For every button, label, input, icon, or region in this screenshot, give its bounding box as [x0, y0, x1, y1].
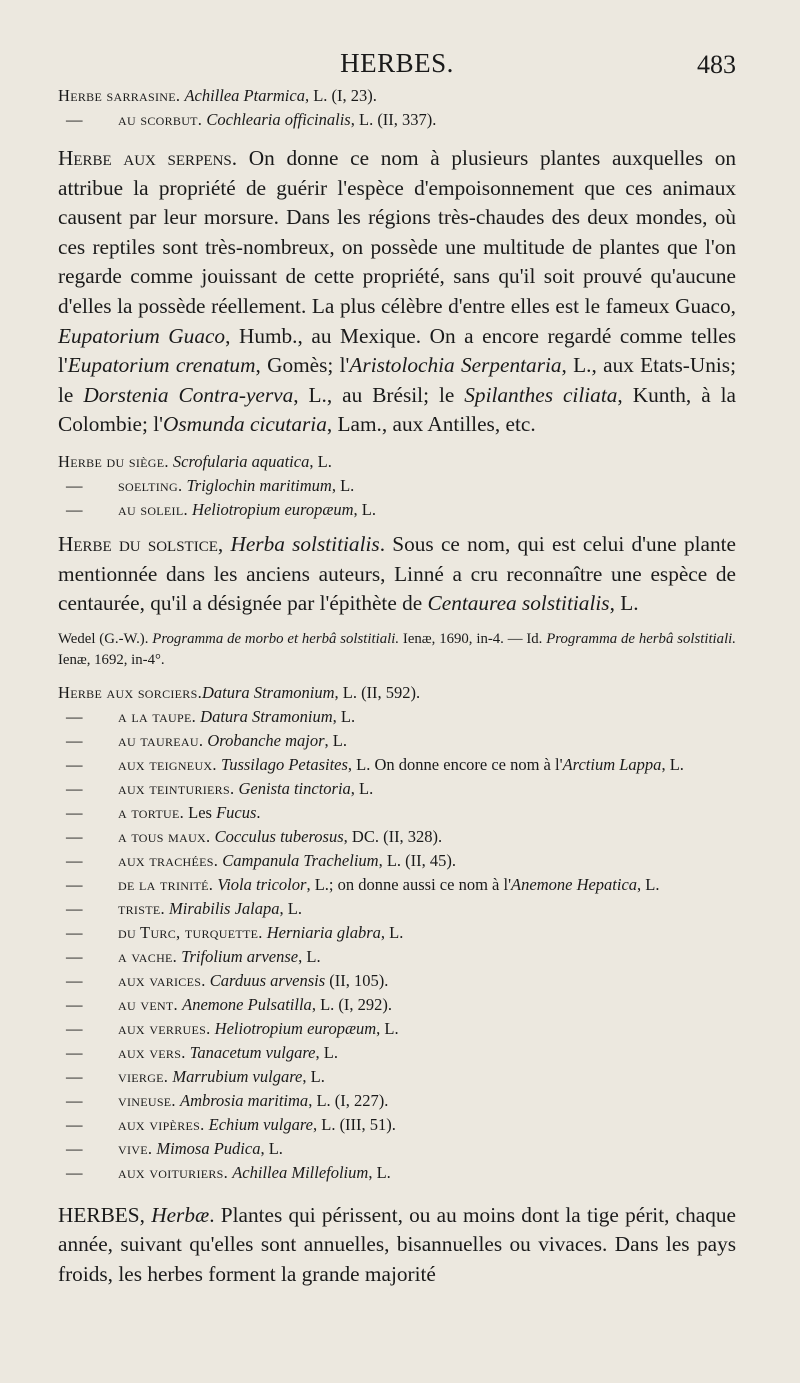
- entry-dash: —: [66, 826, 83, 846]
- entry-ref: , L. (II, 337).: [350, 110, 437, 129]
- species-name: Spilanthes ciliata: [464, 382, 618, 407]
- entry-dash: —: [66, 850, 83, 870]
- entry-line: [58, 1065, 736, 1089]
- entry-term: au vent.: [118, 994, 178, 1014]
- entry-line: [58, 705, 736, 729]
- paragraph-herbe-aux-serpens: [58, 144, 736, 440]
- entry-line: [58, 1089, 736, 1113]
- entry-ref: , L.: [353, 499, 376, 519]
- entry-dash: —: [66, 898, 83, 918]
- entry-species: Mimosa Pudica: [156, 1138, 261, 1158]
- entry-term: aux voituriers.: [118, 1162, 229, 1182]
- entry-line: [58, 849, 736, 873]
- entry-dash: —: [66, 1138, 83, 1158]
- species-name: Dorstenia Contra-yerva: [83, 382, 294, 407]
- entry-term: soelting.: [118, 475, 183, 495]
- entry-dash: —: [66, 730, 83, 750]
- entry-line: [58, 729, 736, 753]
- entry-species: Scrofularia aquatica: [172, 451, 310, 471]
- entry-ref: , L.; on donne aussi ce nom à l': [306, 874, 512, 894]
- entry-species: Datura Stramonium: [200, 706, 333, 726]
- entry-term: Herbe du siège.: [58, 451, 169, 471]
- entry-species: Genista tinctoria: [238, 778, 351, 798]
- entry-ref: , L. (II, 592).: [334, 682, 421, 702]
- species-name: Herbæ: [151, 1202, 210, 1227]
- species-name: Eupatorium Guaco: [58, 323, 226, 348]
- entry-term: de la trinité.: [118, 874, 214, 894]
- entry-species: Ambrosia maritima: [179, 1090, 309, 1110]
- paragraph-text: , L.: [609, 591, 639, 616]
- entry-species: Anemone Hepatica: [511, 874, 638, 894]
- entry-species: Triglochin maritimum: [186, 475, 332, 495]
- entry-dash: —: [66, 475, 83, 495]
- entry-line: [58, 1161, 736, 1185]
- entry-line: [58, 1017, 736, 1041]
- reference-title: Programma de morbo et herbâ solstitiali.: [152, 630, 400, 647]
- entry-dash: —: [66, 1042, 83, 1062]
- entry-species: Carduus arvensis: [209, 970, 326, 990]
- entry-ref: , L.: [315, 1042, 338, 1062]
- paragraph-heading: Herbe aux serpens.: [58, 146, 238, 170]
- paragraph-text: , Gomès; l': [255, 353, 350, 378]
- reference-text: Ienæ, 1692, in-4°.: [58, 651, 165, 668]
- entry-ref: .: [256, 802, 261, 822]
- entry-line: [58, 945, 736, 969]
- entry-term: du Turc, turquette.: [118, 922, 263, 942]
- page-header: [58, 0, 736, 84]
- entry-line: [58, 777, 736, 801]
- entry-ref: , DC. (II, 328).: [343, 826, 443, 846]
- reference-author: Wedel (G.-W.).: [58, 630, 153, 647]
- entry-species: Campanula Trachelium: [222, 850, 379, 870]
- entry-ref: , L.: [637, 874, 660, 894]
- entry-dash: —: [66, 110, 83, 129]
- entry-line: [58, 969, 736, 993]
- entry-species: Trifolium arvense: [181, 946, 299, 966]
- entry-term: aux teigneux.: [118, 754, 217, 774]
- entry-species: Tanacetum vulgare: [189, 1042, 316, 1062]
- entry-dash: —: [66, 874, 83, 894]
- entry-term: triste.: [118, 898, 165, 918]
- entry-ref: , L.: [302, 1066, 325, 1086]
- entry-dash: —: [66, 922, 83, 942]
- entry-ref: , L.: [324, 730, 348, 750]
- running-head: HERBES.: [340, 48, 454, 78]
- entry-species: Tussilago Petasites: [220, 754, 348, 774]
- entry-ref: , L.: [332, 706, 356, 726]
- paragraph-heading: HERBES,: [58, 1202, 152, 1227]
- entry-term: au soleil.: [118, 499, 188, 519]
- entry-dash: —: [66, 1114, 83, 1134]
- entry-species: Arctium Lappa: [562, 754, 662, 774]
- entry-term: a vache.: [118, 946, 178, 966]
- entry-line: [58, 1137, 736, 1161]
- paragraph-herbe-du-solstice: [58, 530, 736, 619]
- entry-term: aux varices.: [118, 970, 206, 990]
- entry-dash: —: [66, 1066, 83, 1086]
- entry-ref: , L.: [298, 946, 321, 966]
- entry-term: vineuse.: [118, 1090, 176, 1110]
- entry-line: [58, 450, 736, 474]
- paragraph-text: , Kunth, à la Colombie; l': [58, 382, 736, 437]
- paragraph-heading: Herbe du solstice: [58, 531, 218, 556]
- entry-dash: —: [66, 706, 83, 726]
- entry-term: a tortue.: [118, 802, 185, 822]
- entry-dash: —: [66, 994, 83, 1014]
- entry-ref: , L.: [380, 922, 404, 942]
- entry-dash: —: [66, 1018, 83, 1038]
- entry-line: [58, 993, 736, 1017]
- entry-term: vive.: [118, 1138, 153, 1158]
- entry-term: aux verrues.: [118, 1018, 211, 1038]
- entry-line: [58, 1041, 736, 1065]
- reference-title: Programma de herbâ solstitiali.: [546, 630, 736, 647]
- entry-ref: , L.: [661, 754, 684, 774]
- entry-ref: Les: [188, 802, 217, 822]
- entry-dash: —: [66, 970, 83, 990]
- entry-ref: , L.: [376, 1018, 399, 1038]
- entry-ref: , L.: [309, 451, 332, 471]
- entry-species: Fucus: [216, 802, 257, 822]
- entry-ref: (II, 105).: [325, 970, 389, 990]
- entry-species: Echium vulgare: [208, 1114, 313, 1134]
- entry-species: Cochlearia officinalis: [206, 110, 351, 129]
- entries-siege: [58, 450, 736, 522]
- entry-dash: —: [66, 778, 83, 798]
- entry-ref: , L. (I, 227).: [308, 1090, 389, 1110]
- species-name: Eupatorium crenatum: [67, 353, 256, 378]
- entry-line: [58, 753, 736, 777]
- paragraph-text: , L., aux Etats-Unis; le: [58, 353, 736, 407]
- entry-line: [58, 681, 736, 705]
- entry-term: aux vipères.: [118, 1114, 205, 1134]
- page-number: 483: [697, 50, 736, 79]
- entry-ref: , L. (III, 51).: [312, 1114, 396, 1134]
- entry-line: [58, 84, 736, 108]
- entry-ref: , L.: [331, 475, 355, 495]
- species-name: Osmunda cicutaria: [163, 412, 327, 437]
- entry-species: Anemone Pulsatilla: [182, 994, 312, 1014]
- paragraph-text: , L., au Brésil; le: [293, 382, 465, 407]
- entry-line: [58, 498, 736, 522]
- entry-term: aux vers.: [118, 1042, 186, 1062]
- entry-ref: , L.: [368, 1162, 391, 1182]
- entry-ref: , L. (I, 292).: [311, 994, 393, 1014]
- species-name: Centaurea solstitialis: [427, 591, 610, 616]
- entry-term: aux trachées.: [118, 850, 219, 870]
- entry-line: [58, 801, 736, 825]
- entry-line: [58, 825, 736, 849]
- entry-term: aux teinturiers.: [118, 778, 235, 798]
- paragraph-text: ,: [217, 531, 231, 556]
- entry-species: Herniaria glabra: [266, 922, 381, 942]
- entry-term: Herbe aux sorciers.: [58, 682, 203, 702]
- entries-sarrasine: [58, 84, 736, 132]
- paragraph-text: , Humb., au Mexique. On a encore regardé comme telles l': [58, 323, 736, 378]
- entry-species: Viola tricolor: [217, 874, 307, 894]
- entry-line: [58, 921, 736, 945]
- entry-ref: , L.: [260, 1138, 283, 1158]
- entry-species: Orobanche major: [207, 730, 325, 750]
- entry-ref: , L. On donne encore ce nom à l': [347, 754, 563, 774]
- paragraph-text: , Lam., aux Antilles, etc.: [326, 412, 536, 437]
- entry-dash: —: [66, 802, 83, 822]
- species-name: Herba solstitialis: [230, 531, 380, 556]
- entry-dash: —: [66, 1090, 83, 1110]
- entry-term: a la taupe.: [118, 706, 197, 726]
- entry-line: [58, 108, 736, 132]
- entry-species: Mirabilis Jalapa: [169, 898, 280, 918]
- entry-dash: —: [66, 754, 83, 774]
- entry-ref: , L.: [279, 898, 302, 918]
- entry-term: au scorbut.: [118, 110, 203, 129]
- paragraph-text: . Plantes qui périssent, ou au moins dont la tige périt, chaque année, suivant qu'elles sont annuelles, bisannuelles ou vivaces. Dans les pays froids, les herbes forment la grande majorité: [58, 1202, 736, 1286]
- entry-species: Marrubium vulgare: [172, 1066, 303, 1086]
- entry-line: [58, 897, 736, 921]
- entry-term: vierge.: [118, 1066, 169, 1086]
- entry-dash: —: [66, 946, 83, 966]
- entry-dash: —: [66, 499, 83, 519]
- entry-term: au taureau.: [118, 730, 204, 750]
- species-name: Aristolochia Serpentaria: [349, 353, 562, 378]
- entry-line: [58, 474, 736, 498]
- entries-sorciers: [58, 681, 736, 1185]
- entry-ref: , L. (II, 45).: [378, 850, 457, 870]
- paragraph-text: . Sous ce nom, qui est celui d'une plante mentionnée dans les anciens auteurs, Linné a cru reconnaître une espèce de centaurée, qu'il a désignée par l'épithète de: [58, 531, 737, 616]
- entry-species: Datura Stramonium: [202, 682, 335, 702]
- entry-species: Achillea Millefolium: [232, 1162, 369, 1182]
- paragraph-herbes: [58, 1201, 736, 1290]
- entry-species: Heliotropium europæum: [192, 499, 354, 519]
- paragraph-text: On donne ce nom à plusieurs plantes auxquelles on attribue la propriété de guérir l'espèce d'empoisonnement que ces animaux causent par leur morsure. Dans les régions très-chaudes des deux mondes, où ces reptiles sont très-nombreux, on possède une multitude de plantes que l'on regarde comme jouissant de cette propriété, sans qu'il soit prouvé qu'aucune d'elles la possède réellement. La plus célèbre d'entre elles est le fameux Guaco,: [58, 146, 737, 318]
- entry-ref: , L. (I, 23).: [304, 86, 377, 105]
- entry-line: [58, 1113, 736, 1137]
- bibliographic-reference: [58, 629, 736, 671]
- entry-species: Heliotropium europæum: [214, 1018, 377, 1038]
- reference-text: Ienæ, 1690, in-4. — Id.: [399, 630, 547, 647]
- entry-line: [58, 873, 736, 897]
- entry-term: a tous maux.: [118, 826, 211, 846]
- entry-species: Cocculus tuberosus: [214, 826, 344, 846]
- entry-ref: , L.: [350, 778, 374, 798]
- entry-term: Herbe sarrasine.: [58, 86, 181, 105]
- entry-dash: —: [66, 1162, 83, 1182]
- entry-species: Achillea Ptarmica: [184, 86, 305, 105]
